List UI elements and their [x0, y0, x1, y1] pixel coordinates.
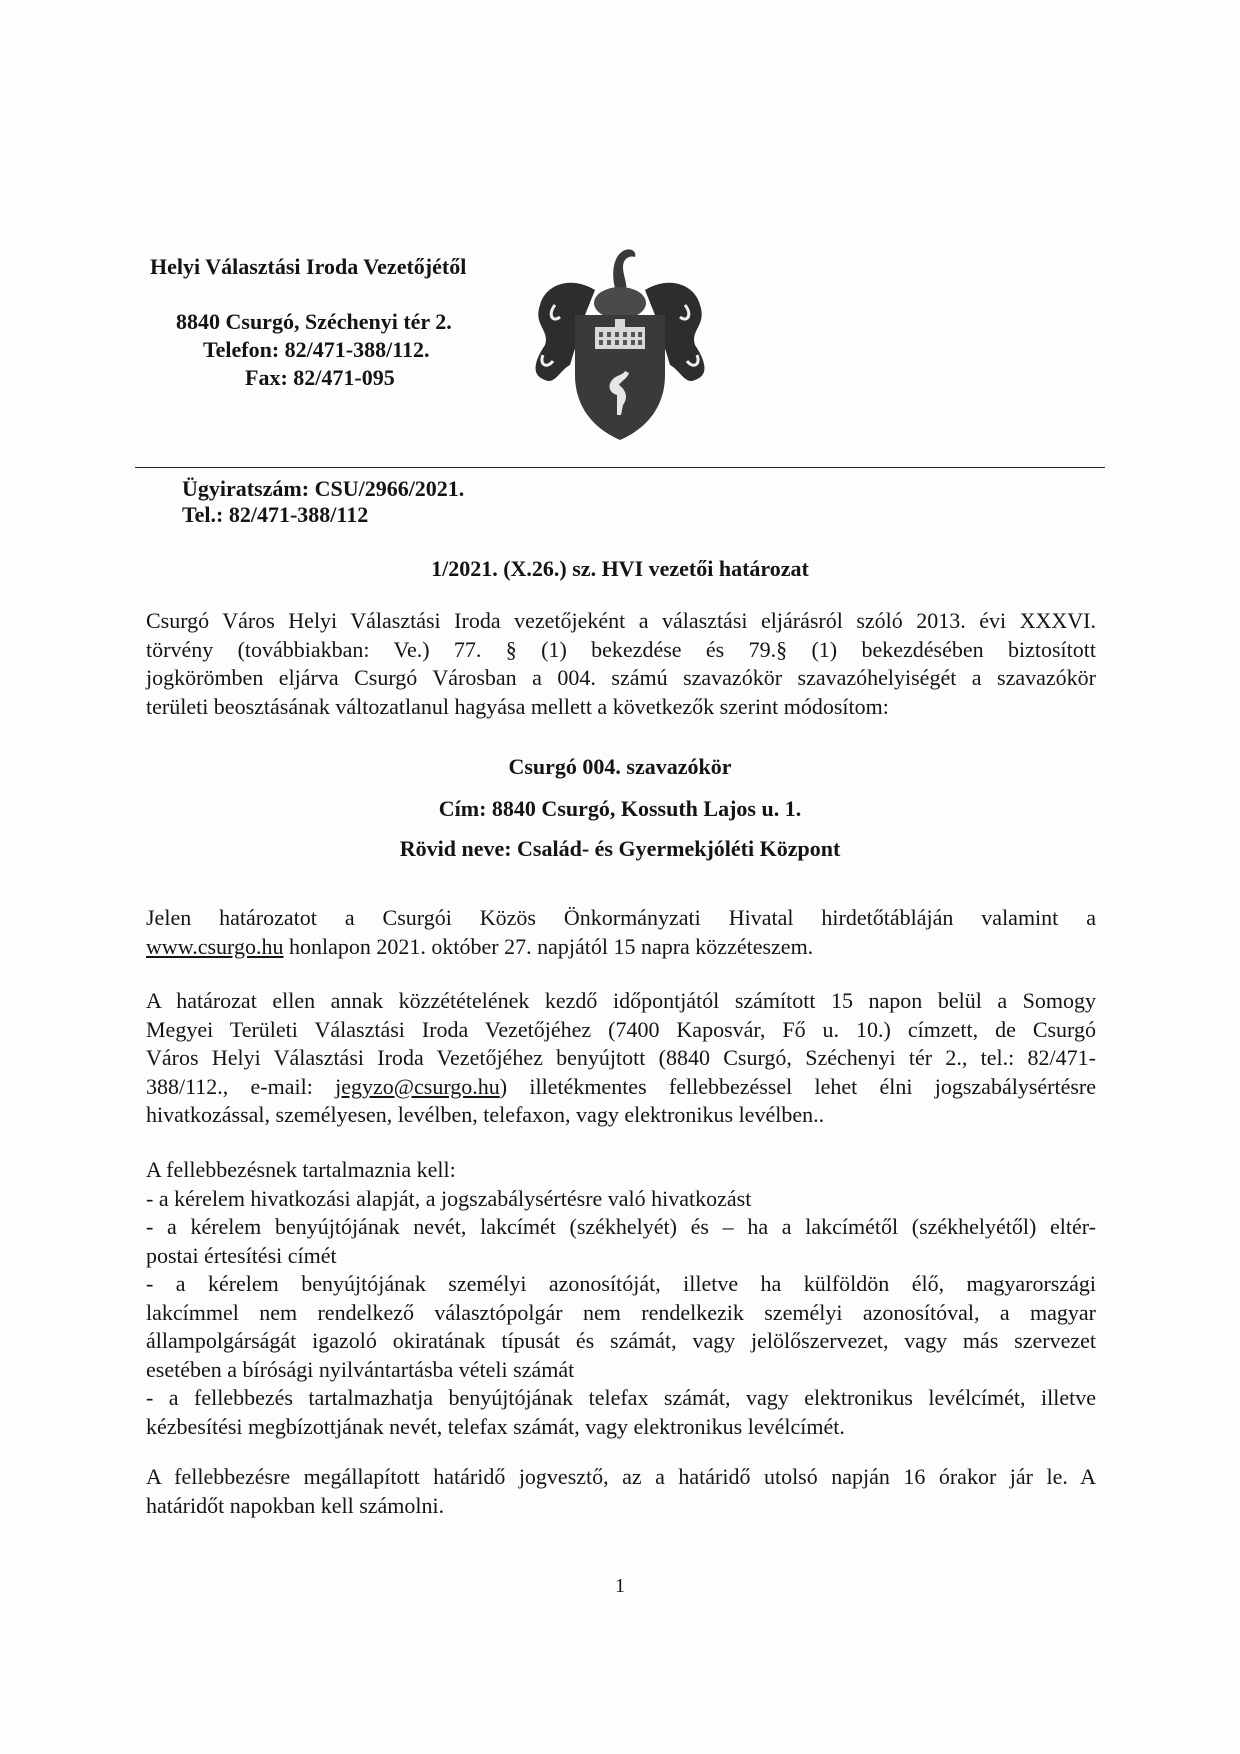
appeal-line: A határozat ellen annak közzétételének kezdő időpontjától számított 15 napon belül a Somogy	[146, 988, 1096, 1013]
file-number: Ügyiratszám: CSU/2966/2021.	[182, 476, 465, 501]
coat-of-arms-icon	[525, 245, 715, 445]
intro-line: területi beosztásának változatlanul hagyása mellett a következők szerint módosítom:	[146, 693, 889, 719]
publication-line	[146, 933, 1096, 962]
list-item: - a fellebbezés tartalmazhatja benyújtójának telefax számát, vagy elektronikus levélcímét, illetve	[146, 1385, 1096, 1410]
list-item-cont: lakcímmel nem rendelkező választópolgár nem rendelkezik személyi azonosítóval, a magyar	[146, 1299, 1096, 1325]
list-intro: A fellebbezésnek tartalmaznia kell:	[146, 1157, 456, 1182]
decision-title: 1/2021. (X.26.) sz. HVI vezetői határozat	[431, 556, 809, 581]
list-item-cont: postai értesítési címét	[146, 1242, 337, 1268]
email-link[interactable]: jegyzo@csurgo.hu	[335, 1073, 500, 1099]
intro-line: törvény (továbbiakban: Ve.) 77. § (1) bekezdése és 79.§ (1) bekezdésében biztosított	[146, 636, 1096, 662]
office-fax: Fax: 82/471-095	[245, 365, 395, 390]
appeal-line: hivatkozással, személyesen, levélben, telefaxon, vagy elektronikus levélben..	[146, 1102, 825, 1127]
deadline-line: A fellebbezésre megállapított határidő jogvesztő, az a határidő utolsó napján 16 órakor jár le. A	[146, 1464, 1096, 1489]
appeal-content-list	[146, 1156, 1096, 1441]
website-link[interactable]: www.csurgo.hu	[146, 933, 284, 959]
publication-line: Jelen határozatot a Csurgói Közös Önkormányzati Hivatal hirdetőtábláján valamint a	[146, 905, 1096, 930]
list-item: - a kérelem benyújtójának nevét, lakcímét (székhelyét) és – ha a lakcímétől (székhelyétől) eltér-	[146, 1214, 1096, 1239]
appeal-paragraph	[146, 987, 1096, 1130]
list-item: - a kérelem benyújtójának személyi azonosítóját, illetve ha külföldön élő, magyarországi	[146, 1271, 1096, 1296]
list-item-cont: kézbesítési megbízottjának nevét, telefax számát, vagy elektronikus levélcímét.	[146, 1413, 845, 1439]
office-title: Helyi Választási Iroda Vezetőjétől	[150, 254, 467, 279]
intro-paragraph	[146, 607, 1096, 721]
appeal-line-end: ) illetékmentes fellebbezéssel lehet élni jogszabálysértésre	[499, 1073, 1097, 1099]
intro-line: Csurgó Város Helyi Választási Iroda vezetőjeként a választási eljárásról szóló 2013. évi XXXVI.	[146, 608, 1096, 633]
deadline-line: határidőt napokban kell számolni.	[146, 1492, 445, 1518]
appeal-line	[146, 1073, 1096, 1102]
list-item: - a kérelem hivatkozási alapját, a jogszabálysértésre való hivatkozást	[146, 1185, 752, 1211]
appeal-line: Megyei Területi Választási Iroda Vezetőjéhez (7400 Kaposvár, Fő u. 10.) címzett, de Csurgó	[146, 1016, 1096, 1042]
page-number: 1	[615, 1575, 625, 1597]
intro-line: jogkörömben eljárva Csurgó Városban a 004. számú szavazókör szavazóhelyiségét a szavazókör	[146, 665, 1096, 690]
deadline-paragraph	[146, 1463, 1096, 1520]
district-short-name: Rövid neve: Család- és Gyermekjóléti Központ	[399, 836, 841, 861]
appeal-line: Város Helyi Választási Iroda Vezetőjéhez benyújtott (8840 Csurgó, Széchenyi tér 2., tel.: 82/471-	[146, 1045, 1096, 1070]
building	[595, 327, 645, 349]
office-phone: Telefon: 82/471-388/112.	[203, 337, 430, 362]
appeal-line-start: 388/112., e-mail:	[146, 1073, 336, 1099]
reference-phone: Tel.: 82/471-388/112	[182, 502, 369, 527]
list-item-cont: állampolgárságát igazoló okiratának típusát és számát, vagy jelölőszervezet, vagy más szervezet	[146, 1328, 1096, 1353]
list-item-cont: esetében a bírósági nyilvántartásba vételi számát	[146, 1356, 575, 1382]
publication-paragraph	[146, 904, 1096, 961]
district-address: Cím: 8840 Csurgó, Kossuth Lajos u. 1.	[438, 796, 802, 821]
helmet	[594, 287, 646, 319]
publication-line-rest: honlapon 2021. október 27. napjától 15 napra közzéteszem.	[283, 933, 814, 959]
header-divider	[135, 467, 1105, 468]
district-name: Csurgó 004. szavazókör	[508, 754, 732, 779]
office-address: 8840 Csurgó, Széchenyi tér 2.	[176, 309, 452, 334]
